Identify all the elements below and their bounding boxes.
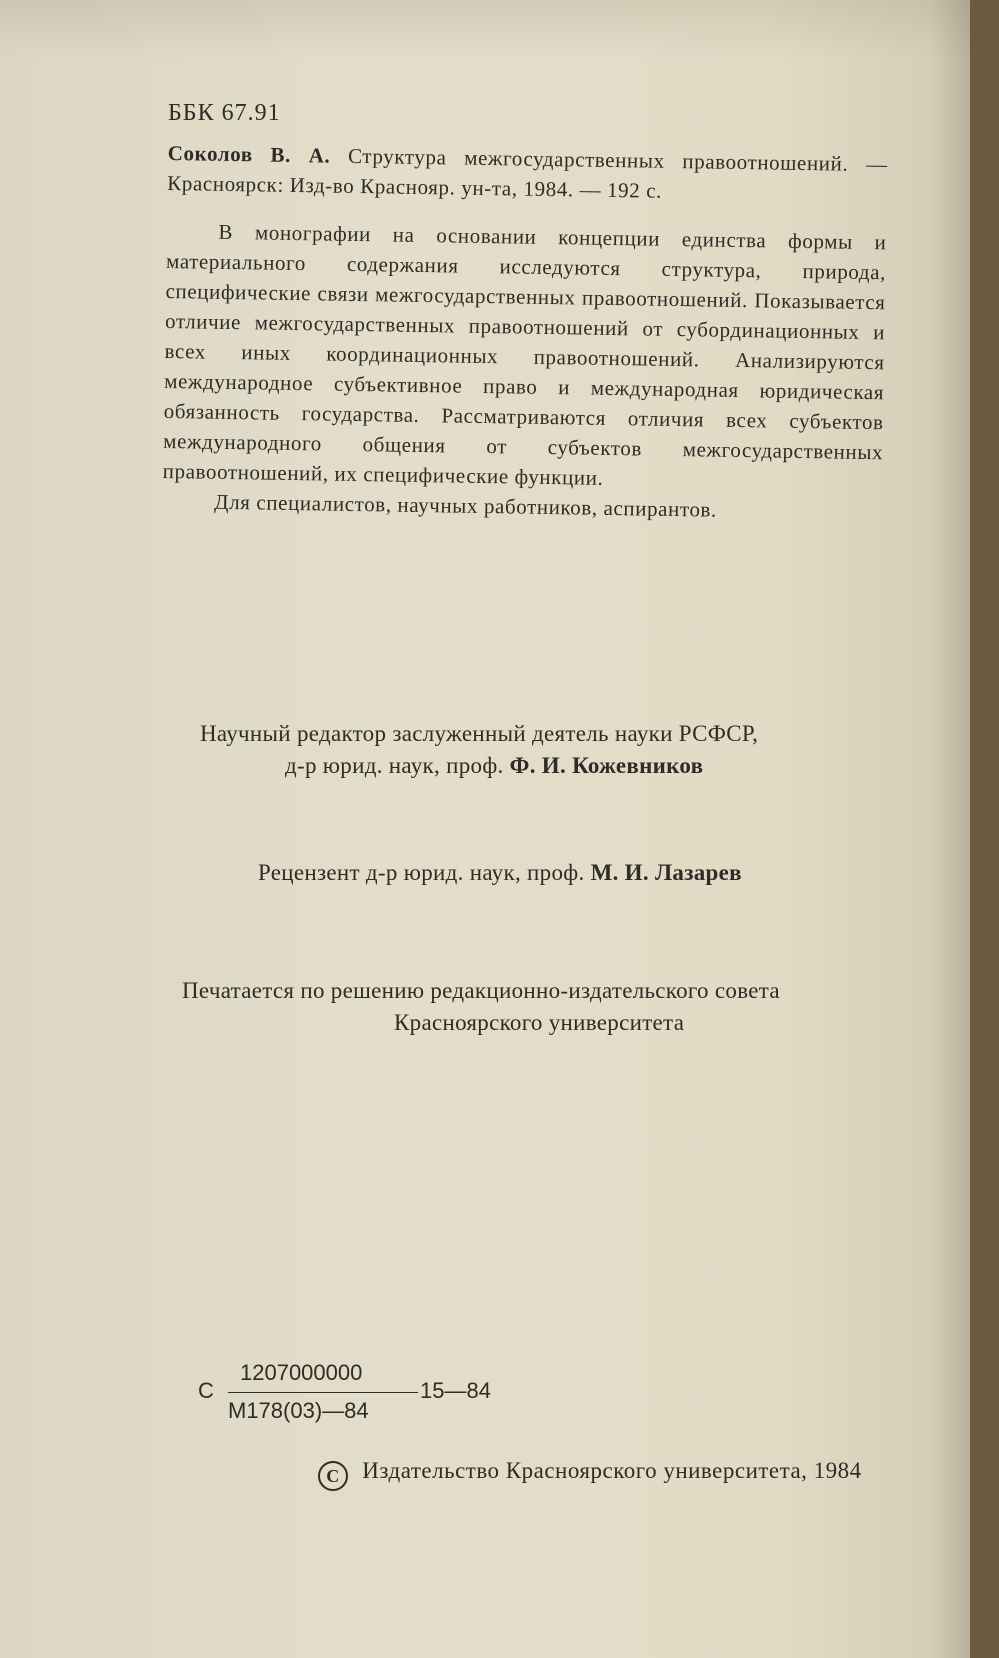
bibliographic-text: Структура межгосударственных правоотношений. — Красноярск: Изд-во Краснояр. ун-та, 1984. — 192 с.	[167, 143, 888, 203]
index-tail: 15—84	[420, 1378, 491, 1403]
copyright-text: Издательство Красноярского университета, 1984	[362, 1458, 862, 1483]
author-name: Соколов В. А.	[167, 140, 331, 168]
bibliographic-entry	[167, 138, 888, 209]
editor-line-1: Научный редактор заслуженный деятель науки РСФСР,	[200, 721, 759, 746]
printing-line-1: Печатается по решению редакционно-издательского совета	[182, 978, 780, 1003]
fraction-line	[228, 1392, 418, 1393]
reviewer-credentials: Рецензент д-р юрид. наук, проф.	[258, 860, 585, 885]
catalog-card	[162, 138, 888, 527]
index-denominator: М178(03)—84	[228, 1398, 369, 1423]
editor-line-2	[200, 750, 920, 782]
bbk-code: ББК 67.91	[168, 100, 281, 126]
publication-index	[198, 1360, 518, 1430]
index-numerator: 1207000000	[240, 1360, 363, 1385]
printing-line-2: Красноярского университета	[394, 1010, 685, 1035]
reviewer	[258, 860, 742, 886]
audience-text: Для специалистов, научных работников, аспирантов.	[214, 489, 718, 522]
copyright-icon: С	[318, 1461, 348, 1491]
printing-approval	[182, 975, 922, 1039]
scientific-editor	[200, 718, 920, 782]
abstract-text: В монографии на основании концепции единства формы и материального содержания исследуются структура, природа, специфические связи межгосударственных правоотношений. Показывается отличие межгосударственных правоотношений от субординационных и всех иных координационных правоотношений. Анализируются международное субъективное право и международная юридическая обязанность государства. Рассматриваются отличия всех субъектов международного общения от субъектов межгосударственных правоотношений, их специфические функции.	[162, 219, 887, 490]
reviewer-name: М. И. Лазарев	[590, 860, 742, 885]
copyright-line	[318, 1458, 862, 1491]
editor-name: Ф. И. Кожевников	[509, 753, 704, 778]
index-letter: С	[198, 1378, 214, 1403]
editor-credentials: д-р юрид. наук, проф.	[285, 753, 504, 778]
page-shadow	[0, 0, 970, 60]
